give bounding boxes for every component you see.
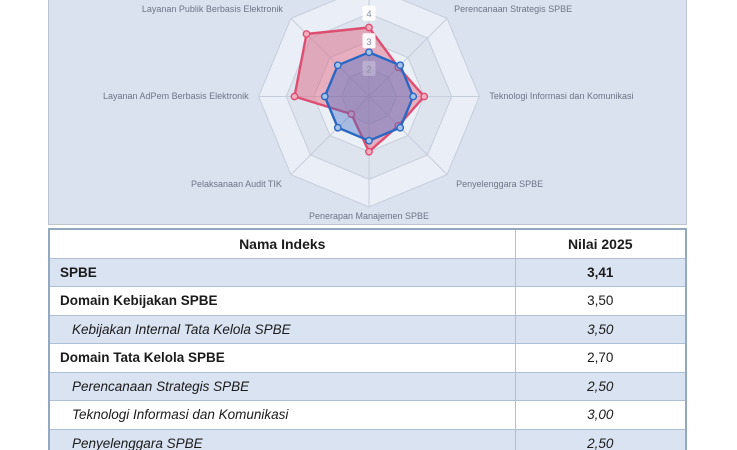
radar-axis-label: Pelaksanaan Audit TIK [191, 178, 282, 189]
index-name-cell: Perencanaan Strategis SPBE [49, 372, 515, 401]
index-value-cell: 3,50 [515, 287, 686, 316]
table-row [49, 372, 686, 401]
red-series-point [421, 93, 427, 99]
table-row [49, 315, 686, 344]
table-row [49, 429, 686, 450]
blue-series-point [335, 125, 341, 131]
index-name-cell: Penyelenggara SPBE [49, 429, 515, 450]
radar-axis-label: Teknologi Informasi dan Komunikasi [489, 90, 634, 101]
column-header-nilai-2025: Nilai 2025 [515, 229, 686, 258]
blue-series-point [366, 138, 372, 144]
radar-chart-panel [48, 0, 687, 225]
index-name-cell: Teknologi Informasi dan Komunikasi [49, 401, 515, 430]
blue-series-point [322, 93, 328, 99]
index-value-cell: 3,41 [515, 258, 686, 287]
tick-label: 2 [366, 64, 372, 76]
index-value-cell: 3,50 [515, 315, 686, 344]
tick-label: 4 [366, 9, 372, 21]
index-value-cell: 3,00 [515, 401, 686, 430]
column-header-nama-indeks: Nama Indeks [49, 229, 515, 258]
table-row [49, 287, 686, 316]
red-series-point [291, 93, 297, 99]
radar-axis-label: Penerapan Manajemen SPBE [308, 210, 430, 221]
index-value-cell: 2,50 [515, 372, 686, 401]
table-row [49, 258, 686, 287]
index-name-cell: SPBE [49, 258, 515, 287]
radar-axis-label: Layanan AdPem Berbasis Elektronik [103, 90, 249, 101]
table-row [49, 344, 686, 373]
index-value-cell: 2,70 [515, 344, 686, 373]
index-name-cell: Kebijakan Internal Tata Kelola SPBE [49, 315, 515, 344]
blue-series-point [397, 125, 403, 131]
radar-axis-label: Penyelenggara SPBE [456, 178, 544, 189]
radar-axis-label: Perencanaan Strategis SPBE [454, 4, 573, 15]
radar-axis-label: Layanan Publik Berbasis Elektronik [141, 4, 283, 15]
blue-series-point [410, 93, 416, 99]
index-value-cell: 2,50 [515, 429, 686, 450]
red-series-point [303, 31, 309, 37]
indeks-table [48, 228, 687, 450]
radar-chart [49, 0, 687, 225]
blue-series-point [397, 62, 403, 68]
index-name-cell: Domain Tata Kelola SPBE [49, 344, 515, 373]
red-series-point [366, 24, 372, 30]
tick-label: 3 [366, 36, 372, 48]
blue-series-point [366, 49, 372, 55]
index-name-cell: Domain Kebijakan SPBE [49, 287, 515, 316]
table-header-row [49, 229, 686, 258]
red-series-point [366, 149, 372, 155]
table-row [49, 401, 686, 430]
blue-series-point [335, 62, 341, 68]
